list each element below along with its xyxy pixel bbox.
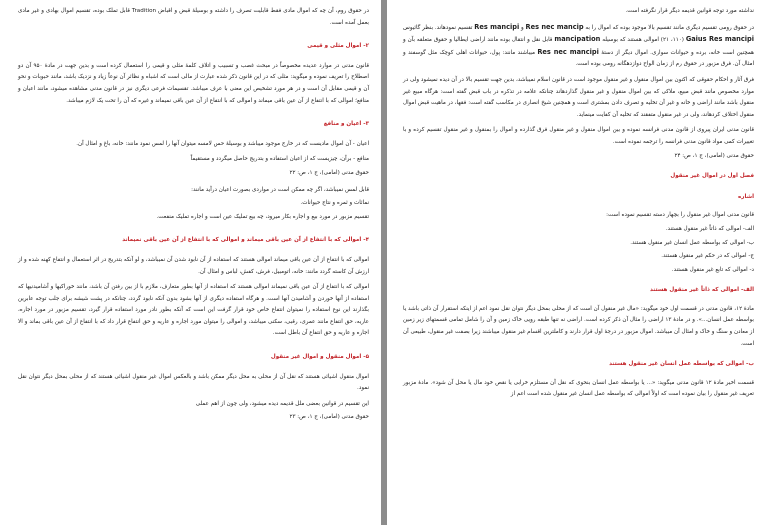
paragraph: منافع - برآن، چیزیست که از اعیان استفاده و بتدریج حاصل میگردد و مستقیماً (190, 156, 369, 163)
section-heading: ۳- اعیان و منافع (323, 121, 369, 128)
source-reference: حقوق مدنی (امامی)، ج ۱، ص: ۲۴ (674, 152, 754, 159)
list-item: د- اموالی که تابع غیر منقول هستند. (671, 266, 754, 273)
paragraph: قابل لمس نمیباشد، اگر چه ممکن است در مواردی بصورت اعیان درآید مانند: (191, 186, 369, 193)
source-reference: حقوق مدنی (امامی)، ج ۱، ص: ۲۲ (289, 169, 369, 176)
paragraph: اعیان - آن اموال مادیست که در خارج موجود میباشد و بوسیلهٔ حس لامسه میتوان آنها را لمس نمود مانند: خانه، باغ و امثال آن. (76, 140, 369, 147)
subsection-heading: اشاره (737, 193, 754, 200)
text-run: و (521, 24, 524, 31)
right-page (387, 0, 768, 525)
paragraph: قانون مدنی در موارد عدیده مخصوصاً در مبحث غصب و تسبیب و اتلاف کلمهٔ مثلی و قیمی را استعمال کرده است و بدین جهت در مادهٔ ۹۵۰ آن دو اصطلاح را تعریف نموده و میگوید: مثلی که در این قانون ذکر شده عبارت از مالی است که اشباه و نظائر آن نوعاً زیاد و نزدیک باشد، مانند حبوبات و نحو آن و قیمی مقابل آن است و در هر مورد تشخیص این معنی با عرف میباشد. تقسیمات فرعی دیگری نیز در قانون مدنی مشاهده میشود، مانند اعیان و منافع؛ اموالی که با انتفاع از آن عین باقی میماند و اموالی که با انتفاع از آن عین باقی نمیماند و غیره که آن را تحت یک لازم میباشد. (18, 62, 369, 104)
paragraph: مادهٔ ۱۲، قانون مدنی در قسمت اول خود میگوید: «مال غیر منقول آن است که از محلی بمحل دیگر نتوان نقل نمود اعم از اینکه استقرار آن ذاتی باشد یا بواسطه عمل انسان...». و در مادهٔ ۱۳ اراضی را مثال آن ذکر کرده است. اراضی نه تنها طبقه رویی خاک زمین و آن را شامل تمامی قسمتهای زیر زمین از معادن و سنگ و خاک و امثال آن میباشد. اموال مزبور در درجهٔ اول قرار دارند و کاملترین اقسام غیر منقول میباشند زیرا بصفت غیر منقول، طبیعی آن است. (403, 305, 754, 347)
left-page (0, 0, 381, 525)
section-heading: ۴- اموالی که با انتفاع از آن عین باقی میماند و اموالی که با انتفاع از آن عین باقی نمیماند (122, 237, 369, 244)
paragraph: در حقوق روم، آن چه که اموال مادی فقط قابلیت تصرف را داشته و بوسیلهٔ قبض و اقباض Tradition قابل تملک بوده، تقسیم اموال بهادی و غیر مادی بعمل آمده است. (18, 8, 369, 26)
list-item: الف- اموالی که ذاتاً غیر منقول هستند. (665, 225, 754, 232)
latin-term: Res nec mancipi (537, 47, 599, 56)
paragraph: فرق آثار و احکام حقوقی که اکنون بین اموال منقول و غیر منقول موجود است در قانون اسلام نمیباشد، بدین جهت تقسیم بالا در آن دیده نمیشود ولی در موارد مخصوص مانند قبض مبیع، ملاکی که بین اموال منقول و غیر منقول گذاردهاند چنانکه علامه در تذکره در باب قبض گفته است: هرگاه مبیع غیر منقول باشد مانند اراضی و خانه و غیر آن تخلیه و تصرف دادن بمشتری است و همچنین شیخ انصاری در مکاسب گفته است: فقها، در ماهیت قبض اموال منقول اختلاف کردهاند، ولی در غیر منقول متفقند که تخلیه آن کفایت مینماید. (403, 76, 754, 118)
list-item: ب- اموالی که بواسطه عمل انسان غیر منقول هستند. (630, 239, 754, 246)
section-heading: ۲- اموال مثلی و قیمی (307, 43, 369, 50)
source-reference: حقوق مدنی (امامی)، ج ۱، ص: ۲۳ (289, 414, 369, 421)
paragraph: نداشته مورد توجه قوانین قدیمه دیگر قرار نگرفته است. (625, 8, 754, 14)
section-heading: الف- اموالی که ذاتاً غیر منقول هستند (650, 287, 754, 294)
paragraph: این تقسیم در قوانین بعضی ملل قدیمه دیده میشود، ولی چون از اهم عملی (195, 400, 369, 407)
section-heading: ب- اموالی که بواسطه عمل انسان غیر منقول هستند (609, 361, 754, 368)
text-run: در حقوق رومی تقسیم دیگری مانند تقسیم بالا موجود بوده که اموال را به (585, 24, 755, 31)
text-run: تقسیم نمودهاند. بنظر گائیوس (403, 24, 473, 31)
paragraph: قانون مدنی ایران پیروی از قانون مدنی فرانسه نموده و بین اموال منقول و غیر منقول فرق گذارده و اموال را بمنقول و غیر منقول تقسیم کرده و با تغییرات کمی مواد قانون مدنی فرانسه را ترجمه نموده است. (403, 127, 754, 145)
list-item: ج- اموالی که در حکم غیر منقول هستند. (661, 253, 754, 260)
paragraph: قسمت اخیر مادهٔ ۱۲ قانون مدنی میگوید: «... یا بواسطه عمل انسان بنحوی که نقل آن مستلزم خرابی یا نقص خود مال یا محل آن شود». مادهٔ مزبور تعریف غیر منقول را بیان نموده است که اولاً اموالی که بواسطه عمل انسان غیر منقول شده است اعم از (403, 379, 754, 398)
latin-term: Res mancipi (474, 22, 520, 31)
paragraph: اموالی که با انتفاع از آن عین باقی میماند اموالی هستند که استفاده از آن نابود شدن آن نمیباشد، و لو آنکه بتدریج در اثر استعمال و انتفاع کهنه شده و از ارزش آن کاسته گردد مانند: خانه، اتومبیل، فرش، کفش، لباس و امثال آن. (18, 256, 369, 275)
latin-term: Gaius Res mancipi (685, 35, 755, 44)
paragraph: اموالی که با انتفاع از آن عین باقی نمیماند اموالی هستند که استفاده از آنها بطور متعارف، ملازم با از بین رفتن آن باشد، مانند خوراکیها و آشامیدنیها که استفاده از آنها خوردن و آشامیدن آنها است. و هرگاه استفاده دیگری از آنها بشود بدون آنکه نابود گردد، چنانکه در پشت شیشه برای جلب توجه عابرین بگذارند این نوع استفاده را نمیتوان انتفاع خاص خود قرار گرفت این است که آنکه بطور نادر مورد استفاده قرار گیرد، تقسیم مزبور در مورد اجاره، عاریه، حق انتفاع مانند عمری، رقبی، سکنی میباشد، و اموالی را میتوان مورد اجاره و عاریه و حق انتفاع قرار داد که با انتفاع از آن عین باقی بماند و الا اجاره و عاریه و حق انتفاع آن باطل است. (18, 284, 369, 337)
text-run: (۱۱۰، ۲۱) اموالی هستند که بوسیله (602, 37, 684, 44)
paragraph: اموال منقول اشیائی هستند که نقل آن از محلی به محل دیگر ممکن باشد و بالعکس اموال غیر منقول اشیائی هستند که از محلی بمحل دیگر نتوان نقل نمود. (18, 373, 369, 392)
section-heading: ۵- اموال منقول و اموال غیر منقول (270, 354, 369, 361)
text-run: قابل نقل و انتقال بوده مانند اراضی ایطالیا و حقوق متعلقه بآن و همچنین است خانه، برده و حیوانات سواری. اموال دیگر از دستهٔ (403, 37, 755, 56)
chapter-heading: فصل اول در اموال غیر منقول (670, 173, 754, 180)
paragraph-with-latin-terms (403, 22, 754, 71)
latin-term: mancipation (554, 35, 601, 44)
paragraph: تقسیم مزبور در مورد بیع و اجاره بکار میرود، چه بیع تملیک عین است و اجاره تملیک منفعت. (156, 213, 369, 220)
latin-term: Res nec mancip (525, 22, 584, 31)
paragraph: نمائات و ثمره و نتاج حیوانات. (300, 200, 369, 207)
text-run: میباشند مانند: پول، حیوانات اهلی کوچک مثل گوسفند و امثال آن. فرق مزبور در حقوق رم از زمان الواح دوازدهگانه رومی بوده است. (403, 49, 754, 68)
paragraph: قانون مدنی اموال غیر منقول را بچهار دسته تقسیم نموده است: (606, 212, 754, 219)
